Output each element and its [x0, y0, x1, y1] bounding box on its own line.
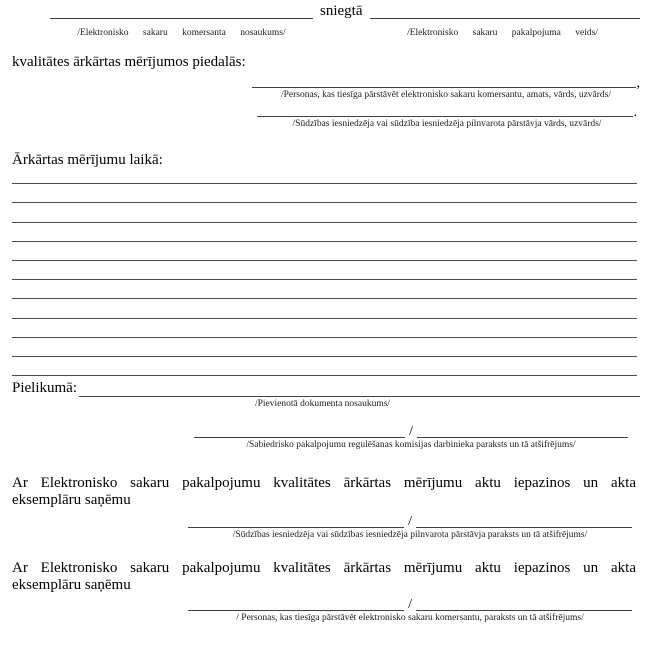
attachment-line-label: /Pievienotā dokumenta nosaukums/ — [254, 399, 391, 409]
signature-separator: / — [409, 424, 413, 439]
representative-fill-line — [252, 76, 640, 91]
comersant-signature-line — [188, 609, 404, 611]
participant-block-representative — [252, 76, 640, 100]
attachment-heading: Pielikumā: — [12, 380, 77, 396]
acknowledgement-paragraph-1 — [12, 475, 636, 509]
commission-signature-lines — [194, 425, 628, 438]
representative-label: /Personas, kas tiesīga pārstāvēt elektronisko sakaru komersantu, amats, vārds, uzvārds/ — [280, 90, 612, 100]
complainant-name-line — [416, 526, 632, 528]
blank-ruled-line — [12, 357, 637, 376]
blank-ruled-line — [12, 242, 637, 261]
complainant-signature-label: /Sūdzības iesniedzēja vai sūdzības iesniedzēja pilnvarota pārstāvja paraksts un tā atšifrējums/ — [232, 530, 588, 540]
blank-ruled-line — [12, 203, 637, 222]
commission-signature-line — [194, 436, 405, 438]
service-type-label: /Elektronisko sakaru pakalpojuma veids/ — [407, 28, 598, 38]
blank-ruled-line — [12, 299, 637, 318]
participants-heading: kvalitātes ārkārtas mērījumos piedalās: — [12, 54, 246, 70]
attachment-line — [79, 380, 640, 397]
comersant-signature-label: / Personas, kas tiesīga pārstāvēt elektronisko sakaru komersantu, paraksts un tā atšifrējums/ — [236, 613, 584, 623]
participant-block-complainant — [257, 105, 637, 129]
acknowledgement-1-line-2: eksemplāru saņēmu — [12, 492, 131, 508]
representative-line — [252, 86, 636, 88]
blank-ruled-line — [12, 319, 637, 338]
acknowledgement-2-line-2: eksemplāru saņēmu — [12, 577, 131, 593]
representative-line-punctuation: , — [636, 76, 640, 91]
complainant-signature-line — [188, 526, 404, 528]
comersant-name-line — [416, 609, 632, 611]
acknowledgement-1-line-1: Ar Elektronisko sakaru pakalpojumu kvalitātes ārkārtas mērījumu aktu iepazinos un akta — [12, 475, 636, 491]
complainant-line-punctuation: . — [633, 105, 637, 120]
complainant-fill-line — [257, 105, 637, 120]
comersant-name-line — [50, 18, 313, 19]
measurement-writing-lines — [12, 165, 637, 376]
complainant-signature-lines — [188, 515, 632, 528]
provided-word: sniegtā — [320, 3, 363, 19]
blank-ruled-line — [12, 280, 637, 299]
attachment-row — [12, 380, 640, 397]
comersant-name-label: /Elektronisko sakaru komersanta nosaukums/ — [77, 28, 286, 38]
signature-separator: / — [408, 514, 412, 529]
signature-separator: / — [408, 597, 412, 612]
header-labels-row — [50, 28, 640, 38]
acknowledgement-2-line-1: Ar Elektronisko sakaru pakalpojumu kvalitātes ārkārtas mērījumu aktu iepazinos un akta — [12, 560, 636, 576]
comersant-signature-lines — [188, 598, 632, 611]
complainant-label: /Sūdzības iesniedzēja vai sūdzība iesniedzēja pilnvarota pārstāvja vārds, uzvārds/ — [292, 119, 602, 129]
complainant-line — [257, 115, 633, 117]
header-fill-row — [50, 4, 640, 19]
measurements-heading: Ārkārtas mērījumu laikā: — [12, 152, 163, 168]
acknowledgement-paragraph-2 — [12, 560, 636, 594]
blank-ruled-line — [12, 165, 637, 184]
signature-block-comersant — [188, 598, 632, 623]
blank-ruled-line — [12, 184, 637, 203]
blank-ruled-line — [12, 338, 637, 357]
signature-block-complainant — [188, 515, 632, 540]
service-type-line — [370, 18, 641, 19]
signature-block-commission — [194, 425, 628, 450]
label-gap — [313, 28, 365, 38]
commission-name-line — [417, 436, 628, 438]
commission-signature-label: /Sabiedrisko pakalpojumu regulēšanas komisijas darbinieka paraksts un tā atšifrējums/ — [246, 440, 576, 450]
blank-ruled-line — [12, 261, 637, 280]
blank-ruled-line — [12, 223, 637, 242]
